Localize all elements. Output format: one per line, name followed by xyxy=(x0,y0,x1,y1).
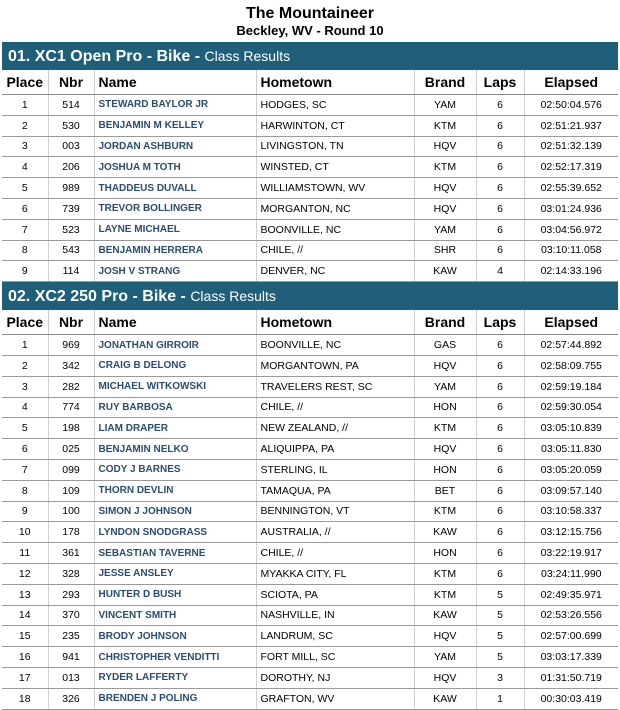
cell-elapsed-time: 03:05:10.839 xyxy=(524,418,618,439)
results-table-body xyxy=(2,95,618,282)
table-row xyxy=(2,219,618,240)
cell-hometown: MORGANTON, NC xyxy=(256,198,414,219)
table-row xyxy=(2,418,618,439)
cell-rider-number: 109 xyxy=(48,480,94,501)
cell-hometown: BENNINGTON, VT xyxy=(256,501,414,522)
cell-brand: KAW xyxy=(414,522,476,543)
cell-laps: 6 xyxy=(476,335,524,356)
cell-brand: SHR xyxy=(414,240,476,261)
cell-brand: HQV xyxy=(414,178,476,199)
cell-rider-number: 025 xyxy=(48,439,94,460)
table-row xyxy=(2,178,618,199)
column-header-elapsed: Elapsed xyxy=(524,310,618,335)
cell-place: 2 xyxy=(2,355,48,376)
cell-rider-number: 293 xyxy=(48,584,94,605)
cell-place: 5 xyxy=(2,418,48,439)
cell-rider-number: 178 xyxy=(48,522,94,543)
cell-elapsed-time: 02:14:33.196 xyxy=(524,261,618,282)
table-row xyxy=(2,584,618,605)
cell-brand: HQV xyxy=(414,198,476,219)
cell-rider-number: 523 xyxy=(48,219,94,240)
cell-laps: 6 xyxy=(476,219,524,240)
cell-rider-number: 969 xyxy=(48,335,94,356)
cell-rider-number: 342 xyxy=(48,355,94,376)
cell-elapsed-time: 02:51:32.139 xyxy=(524,136,618,157)
event-title: The Mountaineer xyxy=(245,5,374,22)
cell-rider-name: LAYNE MICHAEL xyxy=(94,219,256,240)
cell-place: 1 xyxy=(2,335,48,356)
cell-place: 2 xyxy=(2,115,48,136)
table-row xyxy=(2,647,618,668)
cell-laps: 5 xyxy=(476,605,524,626)
column-header-elapsed: Elapsed xyxy=(524,70,618,95)
cell-hometown: CHILE, // xyxy=(256,240,414,261)
table-row xyxy=(2,543,618,564)
cell-place: 13 xyxy=(2,584,48,605)
cell-rider-number: 198 xyxy=(48,418,94,439)
cell-laps: 6 xyxy=(476,136,524,157)
class-title-bar xyxy=(2,42,618,70)
cell-rider-name: THADDEUS DUVALL xyxy=(94,178,256,199)
cell-brand: HQV xyxy=(414,626,476,647)
table-row xyxy=(2,261,618,282)
cell-elapsed-time: 03:05:20.059 xyxy=(524,459,618,480)
cell-rider-name: JESSE ANSLEY xyxy=(94,563,256,584)
cell-brand: HON xyxy=(414,397,476,418)
cell-rider-name: THORN DEVLIN xyxy=(94,480,256,501)
cell-brand: KTM xyxy=(414,418,476,439)
cell-laps: 6 xyxy=(476,355,524,376)
cell-brand: HQV xyxy=(414,667,476,688)
cell-brand: KAW xyxy=(414,605,476,626)
cell-rider-name: BRENDEN J POLING xyxy=(94,688,256,709)
cell-laps: 6 xyxy=(476,376,524,397)
cell-rider-number: 941 xyxy=(48,647,94,668)
cell-hometown: WINSTED, CT xyxy=(256,157,414,178)
cell-rider-name: VINCENT SMITH xyxy=(94,605,256,626)
cell-hometown: GRAFTON, WV xyxy=(256,688,414,709)
cell-hometown: TRAVELERS REST, SC xyxy=(256,376,414,397)
cell-place: 5 xyxy=(2,178,48,199)
column-header-nbr: Nbr xyxy=(48,310,94,335)
cell-laps: 6 xyxy=(476,418,524,439)
cell-place: 7 xyxy=(2,459,48,480)
cell-elapsed-time: 02:58:09.755 xyxy=(524,355,618,376)
cell-rider-number: 543 xyxy=(48,240,94,261)
cell-laps: 6 xyxy=(476,459,524,480)
cell-hometown: TAMAQUA, PA xyxy=(256,480,414,501)
results-table-body xyxy=(2,335,618,709)
column-header-place: Place xyxy=(2,310,48,335)
cell-laps: 6 xyxy=(476,397,524,418)
cell-brand: KTM xyxy=(414,584,476,605)
cell-rider-name: LYNDON SNODGRASS xyxy=(94,522,256,543)
cell-laps: 6 xyxy=(476,563,524,584)
class-title-bar xyxy=(2,282,618,310)
cell-hometown: BOONVILLE, NC xyxy=(256,219,414,240)
cell-hometown: HODGES, SC xyxy=(256,95,414,116)
table-row xyxy=(2,95,618,116)
cell-hometown: DOROTHY, NJ xyxy=(256,667,414,688)
cell-elapsed-time: 03:22:19.917 xyxy=(524,543,618,564)
cell-place: 4 xyxy=(2,397,48,418)
class-title: 02. XC2 250 Pro - Bike - xyxy=(8,288,191,306)
cell-place: 9 xyxy=(2,261,48,282)
column-header-laps: Laps xyxy=(476,310,524,335)
cell-hometown: LIVINGSTON, TN xyxy=(256,136,414,157)
cell-hometown: BOONVILLE, NC xyxy=(256,335,414,356)
cell-rider-number: 361 xyxy=(48,543,94,564)
cell-laps: 6 xyxy=(476,439,524,460)
cell-laps: 1 xyxy=(476,688,524,709)
cell-hometown: ALIQUIPPA, PA xyxy=(256,439,414,460)
class-results-container xyxy=(0,42,620,710)
cell-place: 8 xyxy=(2,240,48,261)
cell-place: 1 xyxy=(2,95,48,116)
cell-rider-name: TREVOR BOLLINGER xyxy=(94,198,256,219)
table-header-row xyxy=(2,310,618,335)
table-row xyxy=(2,376,618,397)
cell-rider-name: CRAIG B DELONG xyxy=(94,355,256,376)
cell-brand: KAW xyxy=(414,261,476,282)
cell-hometown: STERLING, IL xyxy=(256,459,414,480)
cell-hometown: WILLIAMSTOWN, WV xyxy=(256,178,414,199)
cell-elapsed-time: 02:53:26.556 xyxy=(524,605,618,626)
cell-hometown: MORGANTOWN, PA xyxy=(256,355,414,376)
cell-elapsed-time: 03:10:58.337 xyxy=(524,501,618,522)
class-title: 01. XC1 Open Pro - Bike - xyxy=(8,48,205,65)
cell-place: 6 xyxy=(2,198,48,219)
cell-hometown: AUSTRALIA, // xyxy=(256,522,414,543)
cell-laps: 6 xyxy=(476,480,524,501)
cell-elapsed-time: 02:52:17.319 xyxy=(524,157,618,178)
cell-brand: KTM xyxy=(414,157,476,178)
cell-elapsed-time: 02:59:30.054 xyxy=(524,397,618,418)
cell-rider-name: BENJAMIN M KELLEY xyxy=(94,115,256,136)
cell-rider-number: 099 xyxy=(48,459,94,480)
table-row xyxy=(2,626,618,647)
cell-place: 7 xyxy=(2,219,48,240)
results-header xyxy=(0,0,620,42)
table-row xyxy=(2,522,618,543)
cell-rider-number: 114 xyxy=(48,261,94,282)
cell-elapsed-time: 02:50:04.576 xyxy=(524,95,618,116)
table-row xyxy=(2,563,618,584)
cell-place: 17 xyxy=(2,667,48,688)
cell-hometown: MYAKKA CITY, FL xyxy=(256,563,414,584)
column-header-brand: Brand xyxy=(414,70,476,95)
cell-laps: 6 xyxy=(476,115,524,136)
table-row xyxy=(2,459,618,480)
cell-place: 18 xyxy=(2,688,48,709)
cell-brand: HON xyxy=(414,543,476,564)
cell-rider-number: 989 xyxy=(48,178,94,199)
cell-laps: 6 xyxy=(476,95,524,116)
cell-laps: 6 xyxy=(476,240,524,261)
cell-rider-name: CHRISTOPHER VENDITTI xyxy=(94,647,256,668)
cell-place: 16 xyxy=(2,647,48,668)
table-row xyxy=(2,501,618,522)
table-row xyxy=(2,605,618,626)
table-row xyxy=(2,115,618,136)
cell-rider-number: 328 xyxy=(48,563,94,584)
cell-rider-number: 774 xyxy=(48,397,94,418)
cell-place: 14 xyxy=(2,605,48,626)
cell-hometown: CHILE, // xyxy=(256,397,414,418)
event-subtitle: Beckley, WV - Round 10 xyxy=(236,23,384,38)
cell-elapsed-time: 02:49:35.971 xyxy=(524,584,618,605)
cell-rider-name: CODY J BARNES xyxy=(94,459,256,480)
table-row xyxy=(2,157,618,178)
cell-rider-name: JORDAN ASHBURN xyxy=(94,136,256,157)
cell-laps: 5 xyxy=(476,626,524,647)
column-header-hometown: Hometown xyxy=(256,70,414,95)
cell-elapsed-time: 03:10:11.058 xyxy=(524,240,618,261)
cell-elapsed-time: 03:04:56.972 xyxy=(524,219,618,240)
column-header-name: Name xyxy=(94,70,256,95)
column-header-hometown: Hometown xyxy=(256,310,414,335)
cell-rider-number: 013 xyxy=(48,667,94,688)
cell-rider-name: SEBASTIAN TAVERNE xyxy=(94,543,256,564)
cell-brand: YAM xyxy=(414,219,476,240)
cell-rider-name: LIAM DRAPER xyxy=(94,418,256,439)
cell-laps: 4 xyxy=(476,261,524,282)
cell-rider-number: 370 xyxy=(48,605,94,626)
cell-hometown: FORT MILL, SC xyxy=(256,647,414,668)
cell-laps: 6 xyxy=(476,543,524,564)
cell-elapsed-time: 03:12:15.756 xyxy=(524,522,618,543)
cell-rider-number: 235 xyxy=(48,626,94,647)
cell-elapsed-time: 01:31:50.719 xyxy=(524,667,618,688)
cell-elapsed-time: 03:05:11.830 xyxy=(524,439,618,460)
cell-elapsed-time: 00:30:03.419 xyxy=(524,688,618,709)
table-row xyxy=(2,667,618,688)
cell-laps: 6 xyxy=(476,157,524,178)
cell-laps: 5 xyxy=(476,584,524,605)
cell-brand: YAM xyxy=(414,647,476,668)
cell-brand: KTM xyxy=(414,115,476,136)
column-header-nbr: Nbr xyxy=(48,70,94,95)
class-results-suffix: Class Results xyxy=(204,48,291,64)
table-row xyxy=(2,335,618,356)
cell-laps: 6 xyxy=(476,198,524,219)
cell-hometown: SCIOTA, PA xyxy=(256,584,414,605)
cell-place: 4 xyxy=(2,157,48,178)
cell-rider-number: 739 xyxy=(48,198,94,219)
cell-brand: HON xyxy=(414,459,476,480)
column-header-place: Place xyxy=(2,70,48,95)
cell-elapsed-time: 03:24:11.990 xyxy=(524,563,618,584)
cell-hometown: NASHVILLE, IN xyxy=(256,605,414,626)
cell-rider-name: STEWARD BAYLOR JR xyxy=(94,95,256,116)
table-row xyxy=(2,439,618,460)
cell-rider-name: JOSH V STRANG xyxy=(94,261,256,282)
cell-elapsed-time: 03:09:57.140 xyxy=(524,480,618,501)
cell-hometown: CHILE, // xyxy=(256,543,414,564)
column-header-laps: Laps xyxy=(476,70,524,95)
cell-brand: KAW xyxy=(414,688,476,709)
cell-brand: YAM xyxy=(414,376,476,397)
cell-rider-name: JONATHAN GIRROIR xyxy=(94,335,256,356)
cell-brand: KTM xyxy=(414,563,476,584)
cell-laps: 3 xyxy=(476,667,524,688)
cell-brand: BET xyxy=(414,480,476,501)
cell-place: 9 xyxy=(2,501,48,522)
cell-laps: 6 xyxy=(476,501,524,522)
column-header-name: Name xyxy=(94,310,256,335)
cell-rider-name: HUNTER D BUSH xyxy=(94,584,256,605)
cell-elapsed-time: 03:03:17.339 xyxy=(524,647,618,668)
cell-place: 3 xyxy=(2,376,48,397)
table-row xyxy=(2,198,618,219)
table-row xyxy=(2,397,618,418)
cell-rider-number: 100 xyxy=(48,501,94,522)
results-table xyxy=(2,70,618,282)
cell-rider-number: 003 xyxy=(48,136,94,157)
table-row xyxy=(2,136,618,157)
cell-brand: GAS xyxy=(414,335,476,356)
cell-place: 10 xyxy=(2,522,48,543)
cell-rider-number: 326 xyxy=(48,688,94,709)
cell-place: 12 xyxy=(2,563,48,584)
cell-rider-name: MICHAEL WITKOWSKI xyxy=(94,376,256,397)
table-row xyxy=(2,355,618,376)
cell-elapsed-time: 03:01:24.936 xyxy=(524,198,618,219)
cell-hometown: LANDRUM, SC xyxy=(256,626,414,647)
cell-brand: HQV xyxy=(414,355,476,376)
table-header-row xyxy=(2,70,618,95)
cell-brand: HQV xyxy=(414,439,476,460)
cell-brand: YAM xyxy=(414,95,476,116)
cell-elapsed-time: 02:57:00.699 xyxy=(524,626,618,647)
cell-rider-number: 206 xyxy=(48,157,94,178)
cell-place: 6 xyxy=(2,439,48,460)
table-row xyxy=(2,480,618,501)
cell-brand: HQV xyxy=(414,136,476,157)
cell-laps: 6 xyxy=(476,178,524,199)
cell-place: 3 xyxy=(2,136,48,157)
cell-elapsed-time: 02:59:19.184 xyxy=(524,376,618,397)
class-results-suffix: Class Results xyxy=(190,288,276,305)
cell-hometown: NEW ZEALAND, // xyxy=(256,418,414,439)
cell-rider-number: 530 xyxy=(48,115,94,136)
cell-brand: KTM xyxy=(414,501,476,522)
cell-laps: 6 xyxy=(476,522,524,543)
cell-elapsed-time: 02:51:21.937 xyxy=(524,115,618,136)
cell-rider-name: BENJAMIN NELKO xyxy=(94,439,256,460)
cell-rider-name: RYDER LAFFERTY xyxy=(94,667,256,688)
cell-hometown: DENVER, NC xyxy=(256,261,414,282)
cell-place: 8 xyxy=(2,480,48,501)
table-row xyxy=(2,240,618,261)
cell-rider-name: RUY BARBOSA xyxy=(94,397,256,418)
cell-hometown: HARWINTON, CT xyxy=(256,115,414,136)
cell-rider-name: BENJAMIN HERRERA xyxy=(94,240,256,261)
cell-rider-number: 282 xyxy=(48,376,94,397)
cell-elapsed-time: 02:57:44.892 xyxy=(524,335,618,356)
cell-rider-name: JOSHUA M TOTH xyxy=(94,157,256,178)
cell-place: 11 xyxy=(2,543,48,564)
cell-elapsed-time: 02:55:39.652 xyxy=(524,178,618,199)
cell-rider-name: BRODY JOHNSON xyxy=(94,626,256,647)
results-table xyxy=(2,310,618,709)
column-header-brand: Brand xyxy=(414,310,476,335)
cell-place: 15 xyxy=(2,626,48,647)
table-row xyxy=(2,688,618,709)
cell-laps: 5 xyxy=(476,647,524,668)
cell-rider-name: SIMON J JOHNSON xyxy=(94,501,256,522)
cell-rider-number: 514 xyxy=(48,95,94,116)
